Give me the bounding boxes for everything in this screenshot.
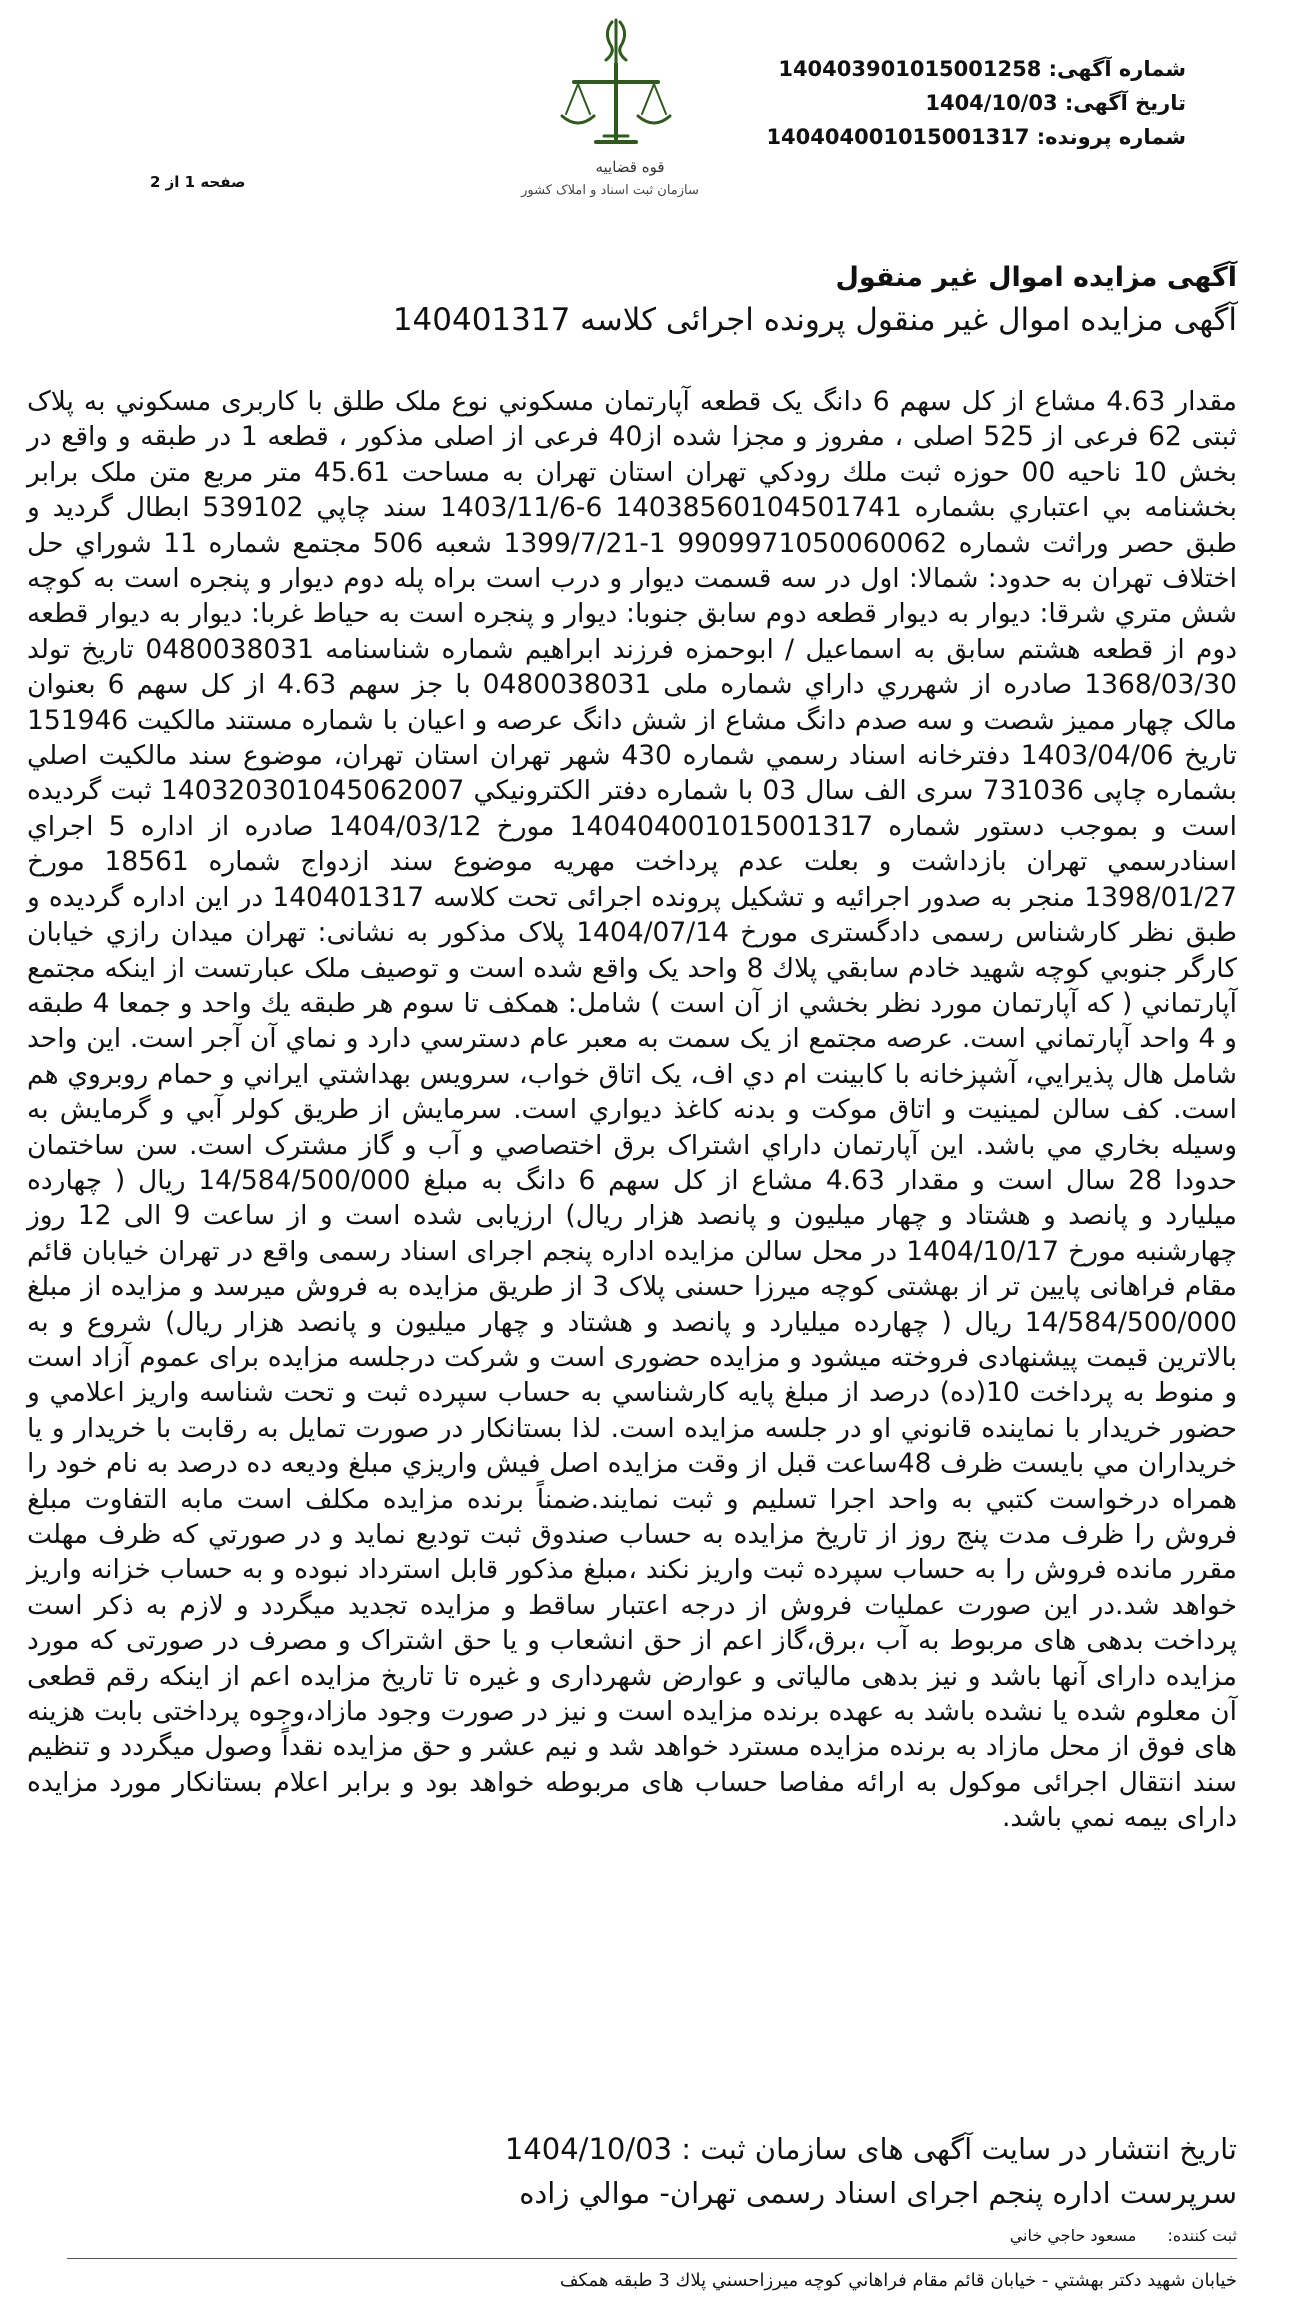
case-number: 140404001015001317 [766, 125, 1030, 149]
office-address: خيابان شهيد دكتر بهشتي - خيابان قائم مقام فراهاني كوچه ميرزاحسني پلاك 3 طبقه همكف [559, 2270, 1237, 2291]
supervisor-line: سرپرست اداره پنجم اجرای اسناد رسمی تهران- موالي زاده [519, 2176, 1237, 2210]
document-title: آگهی مزایده اموال غیر منقول [835, 262, 1237, 293]
registrar-label: ثبت کننده: [1167, 2226, 1237, 2245]
judiciary-emblem-logo [470, 12, 720, 202]
document-subtitle: آگهی مزایده اموال غیر منقول پرونده اجرائی کلاسه 140401317 [392, 302, 1237, 338]
ad-meta [766, 52, 1186, 154]
ad-date: 1404/10/03 [925, 91, 1058, 115]
ad-number-label: شماره آگهی: [1048, 57, 1186, 81]
ad-number: 140403901015001258 [778, 57, 1042, 81]
page-indicator: صفحه 1 از 2 [150, 173, 246, 191]
registrar-line [57, 2226, 1237, 2245]
publish-date-line: تاريخ انتشار در سايت آگهی های سازمان ثبت : 1404/10/03 [504, 2132, 1237, 2166]
case-number-row [766, 120, 1186, 154]
ad-number-row [778, 52, 1186, 86]
ad-date-label: تاریخ آگهی: [1064, 91, 1186, 115]
registrar-name: مسعود حاجي خاني [1009, 2226, 1137, 2245]
logo-text-line2: سازمان ثبت اسناد و املاک کشور [521, 183, 699, 198]
ad-date-row [786, 86, 1186, 120]
publication-block [505, 2127, 1237, 2215]
auction-notice-body: مقدار 4.63 مشاع از کل سهم 6 دانگ یک قطعه آپارتمان مسكوني نوع ملک طلق با کاربری مسکوني به پلاک ثبتی 62 فرعی از 525 اصلی ، مفروز و مجزا شده از40 فرعی از اصلی مذکور ، قطعه 1 در طبقه و واقع در بخش 10 ناحيه 00 حوزه ثبت ملك رودكي تهران استان تهران به مساحت 45.61 متر مربع متن ملک برابر بخشنامه بي اعتباري بشماره 14038560104501741 6-1403/11/6 سند چاپي 539102 ابطال گرديد و طبق حصر وراثت شماره 9909971050060062 1-1399/7/21 شعبه 506 مجتمع شماره 11 شوراي حل اختلاف تهران به حدود: شمالا: اول در سه قسمت ديوار و درب است براه پله دوم ديوار و پنجره است به كوچه شش متري شرقا: ديوار به ديوار قطعه دوم سابق جنوبا: ديوار و پنجره است به حياط غربا: ديوار به ديوار قطعه دوم از قطعه هشتم سابق به اسماعيل / ابوحمزه فرزند ابراهيم شماره شناسنامه 0480038031 تاريخ تولد 1368/03/30 صادره از شهرري داراي شماره ملی 0480038031 با جز سهم 4.63 از کل سهم 6 بعنوان مالک چهار مميز شصت و سه صدم دانگ مشاع از شش دانگ عرصه و اعيان با شماره مستند مالكيت 151946 تاريخ 1403/04/06 دفترخانه اسناد رسمي شماره 430 شهر تهران استان تهران، موضوع سند مالکيت اصلي بشماره چاپی 731036 سری الف سال 03 با شماره دفتر الكترونيكي 140320301045062007 ثبت گرديده است و بموجب دستور شماره 140404001015001317 مورخ 1404/03/12 صادره از اداره 5 اجراي اسنادرسمي تهران بازداشت و بعلت عدم پرداخت مهريه موضوع سند ازدواج شماره 18561 مورخ 1398/01/27 منجر به صدور اجرائيه و تشكيل پرونده اجرائی تحت كلاسه 140401317 در اين اداره گرديده و طبق نظر كارشناس رسمی دادگستری مورخ 1404/07/14 پلاک مذکور به نشانی: تهران ميدان رازي خيابان كارگر جنوبي كوچه شهيد خادم سابقي پلاك 8 واحد یک واقع شده است و توصيف ملک عبارتست از اينكه مجتمع آپارتماني ( كه آپارتمان مورد نظر بخشي از آن است ) شامل: همكف تا سوم هر طبقه يك واحد و جمعا 4 طبقه و 4 واحد آپارتماني است. عرصه مجتمع از یک سمت به معبر عام دسترسي دارد و نماي آن آجر است. اين واحد شامل هال پذيرايي، آشپزخانه با كابينت ام دي اف، يک اتاق خواب، سرويس بهداشتي ايراني و حمام روبروي هم است. كف سالن لمينيت و اتاق موكت و بدنه كاغذ ديواري است. سرمايش از طريق كولر آبي و گرمايش به وسيله بخاري مي باشد. اين آپارتمان داراي اشتراک برق اختصاصي و آب و گاز مشترک است. سن ساختمان حدودا 28 سال است و مقدار 4.63 مشاع از كل سهم 6 دانگ به مبلغ 14/584/500/000 ريال ( چهارده ميليارد و پانصد و هشتاد و چهار ميليون و پانصد هزار ريال) ارزيابی شده است و از ساعت 9 الی 12 روز چهارشنبه مورخ 1404/10/17 در محل سالن مزايده اداره پنجم اجرای اسناد رسمی واقع در تهران خيابان قائم مقام فراهانی پايين تر از بهشتی كوچه ميرزا حسنی پلاک 3 از طريق مزايده به فروش ميرسد و مزايده از مبلغ 14/584/500/000 ريال ( چهارده ميليارد و پانصد و هشتاد و چهار ميليون و پانصد هزار ريال) شروع و به بالاترين قيمت پيشنهادی فروخته ميشود و مزايده حضوری است و شركت درجلسه مزايده برای عموم آزاد است و منوط به پرداخت 10(ده) درصد از مبلغ پايه كارشناسي به حساب سپرده ثبت و تحت شناسه واريز اعلامي و حضور خريدار با نماينده قانوني او در جلسه مزايده است. لذا بستانكار در صورت تمايل به رقابت با خريدار و يا خريداران مي بايست ظرف 48ساعت قبل از وقت مزايده اصل فيش واريزي مبلغ وديعه ده درصد به نام خود را همراه درخواست كتبي به واحد اجرا تسليم و ثبت نمايند.ضمناً برنده مزايده مكلف است مابه التفاوت مبلغ فروش را ظرف مدت پنج روز از تاريخ مزايده به حساب صندوق ثبت توديع نمايد و در صورتي كه ظرف مهلت مقرر مانده فروش را به حساب سپرده ثبت واريز نكند ،مبلغ مذكور قابل استرداد نبوده و به حساب خزانه واريز خواهد شد.در اين صورت عمليات فروش از درجه اعتبار ساقط و مزايده تجديد ميگردد و لازم به ذكر است پرداخت بدهی های مربوط به آب ،برق،گاز اعم از حق انشعاب و يا حق اشتراک و مصرف در صورتی كه مورد مزايده دارای آنها باشد و نيز بدهی مالياتی و عوارض شهرداری و غيره تا تاريخ مزايده اعم از اينكه رقم قطعی آن معلوم شده يا نشده باشد به عهده برنده مزايده است و نيز در صورت وجود مازاد،وجوه پرداختی بابت هزينه های فوق از محل مازاد به برنده مزايده مسترد خواهد شد و نيم عشر و حق مزايده نقداً وصول ميگردد و تنظيم سند انتقال اجرائی موكول به ارائه مفاصا حساب های مربوطه خواهد بود و برابر اعلام بستانكار مورد مزايده دارای بيمه نمي باشد. [27, 386, 1238, 1834]
logo-text-line1: قوه قضاییه [595, 158, 665, 176]
case-number-label: شماره پرونده: [1036, 125, 1186, 149]
footer-divider [67, 2258, 1237, 2259]
